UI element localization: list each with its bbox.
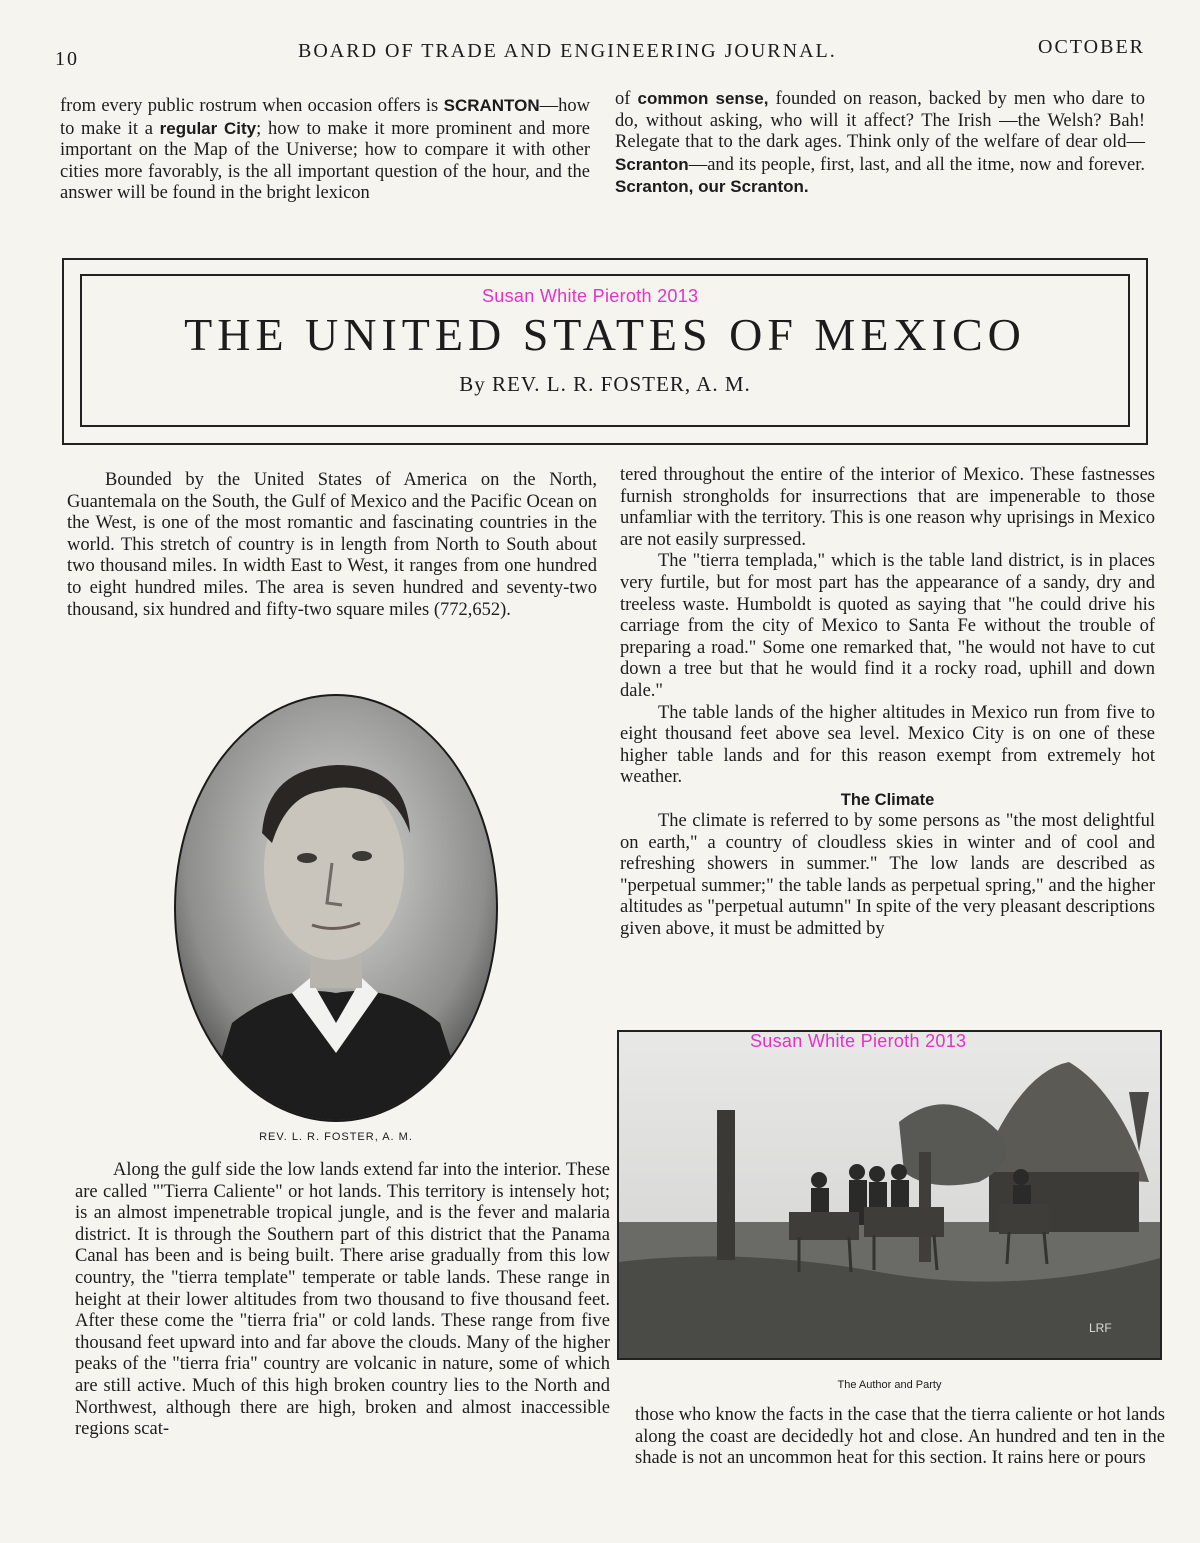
prev-right-text: of common sense, founded on reason, backed by men who dare to do, without asking, who will it affect? The Irish —the Welsh? Bah! Relegate that to the dark ages. Think only of the welfare of dear old—Scranton—and its people, first, last, and all the itme, now and forever. Scranton, our Scranton. <box>615 89 1145 197</box>
journal-title: BOARD OF TRADE AND ENGINEERING JOURNAL. <box>298 40 837 62</box>
article-byline: By REV. L. R. FOSTER, A. M. <box>459 372 751 396</box>
portrait-caption: REV. L. R. FOSTER, A. M. <box>259 1131 413 1143</box>
paragraph-climate: The climate is referred to by some persons as "the most delightful on earth," a country of cloudless skies in winter and of cool and refreshing showers in summer." The low lands are described as "perpetual summer;" the table lands as perpetual spring," and the higher altitudes as "perpetual autumn" In spite of the very pleasant descriptions given above, it must be admitted by <box>620 810 1156 939</box>
previous-article-left-column <box>60 95 590 205</box>
paragraph-gulf-side: Along the gulf side the low lands extend far into the interior. These are called "'Tierra Caliente" or hot lands. This territory is intensely hot; is an almost impenetrable tropical jungle, and is the fever and malaria district. It is through the Southern part of this district that the Panama Canal has been and is being built. There arise gradually from this low country, the "tierra template" temperate or table lands. These range in height at their lower altitudes from two thousand to five thousand feet. After these come the "tierra fria" or cold lands. These range from five thousand feet upward into and far above the clouds. Many of the higher peaks of the "tierra fria" country are volcanic in nature, some of which are still active. Much of this high broken country lies to the North and Northwest, although there are high, broken and almost inaccessible regions scat- <box>75 1160 610 1440</box>
photo-caption: The Author and Party <box>837 1379 942 1391</box>
article-title-box <box>62 258 1148 445</box>
paragraph-hot-lands: those who know the facts in the case that the tierra caliente or hot lands along the coast are decidedly hot and close. An hundred and ten in the shade is not an uncommon heat for this section. It rains here or pours <box>635 1405 1165 1469</box>
article-title-inner-frame <box>80 274 1130 427</box>
paragraph-bounded: Bounded by the United States of America on the North, Guantemala on the South, the Gulf of Mexico and the Pacific Ocean on the West, is one of the most romantic and fascinating countries in the world. This stretch of country is in length from North to South about two thousand miles. In width East to West, it ranges from one hundred to eight hundred miles. The area is seven hundred and seventy-two thousand, six hundred and fifty-two square miles (772,652). <box>67 470 597 620</box>
author-party-photo <box>617 1030 1162 1360</box>
paragraph-table-lands: The table lands of the higher altitudes in Mexico run from five to eight thousand feet above sea level. Mexico City is on one of these higher table lands and for this reason exempt from extremely hot weather. <box>620 702 1155 788</box>
article-column-4 <box>635 1405 1165 1470</box>
paragraph-tierra-templada: The "tierra templada," which is the table land district, is in places very furtile, but for most part has the appearance of a sandy, dry and treeless waste. Humboldt is quoted as saying that "he could drive his carriage from the city of Mexico to Santa Fe without the trouble of preparing a road." Some one remarked that, "he would not have to cut down a tree but that he would find it a rocky road, uphill and down dale." <box>620 551 1155 701</box>
article-title: THE UNITED STATES OF MEXICO <box>184 309 1026 360</box>
regular-city-bold: regular City <box>159 118 257 138</box>
subhead-climate: The Climate <box>840 790 935 809</box>
scranton-our-scranton: Scranton, our Scranton. <box>615 177 809 197</box>
prev-left-text: from every public rostrum when occasion offers is SCRANTON—how to make it a regular City; how to make it more prominent and more important on the Map of the Universe; how to compare it with other cities more favorably, is the all important question of the hour, and the answer will be found in the bright lexicon <box>60 96 591 204</box>
page-number: 10 <box>55 48 79 70</box>
scranton-bold: SCRANTON <box>443 96 540 115</box>
photo-mark: LRF <box>1089 1321 1112 1335</box>
running-head <box>55 36 1145 70</box>
party-photo-image <box>619 1032 1162 1360</box>
scranton-bold-2: Scranton <box>615 154 689 174</box>
watermark-top: Susan White Pieroth 2013 <box>482 286 699 306</box>
author-portrait <box>172 693 500 1123</box>
issue-month: OCTOBER <box>1038 36 1145 58</box>
article-column-3 <box>75 1160 610 1441</box>
common-sense-bold: common sense, <box>637 89 769 108</box>
portrait-image <box>172 693 500 1123</box>
article-column-1 <box>67 470 597 621</box>
paragraph-fastnesses: tered throughout the entire of the interior of Mexico. These fastnesses furnish strongholds for insurrections that are impenerable to those unfamliar with the territory. This is one reason why uprisings in Mexico are not easily surpressed. <box>620 465 1155 550</box>
watermark-photo: Susan White Pieroth 2013 <box>750 1031 967 1051</box>
article-column-2 <box>620 465 1155 940</box>
previous-article-right-column <box>615 88 1145 199</box>
